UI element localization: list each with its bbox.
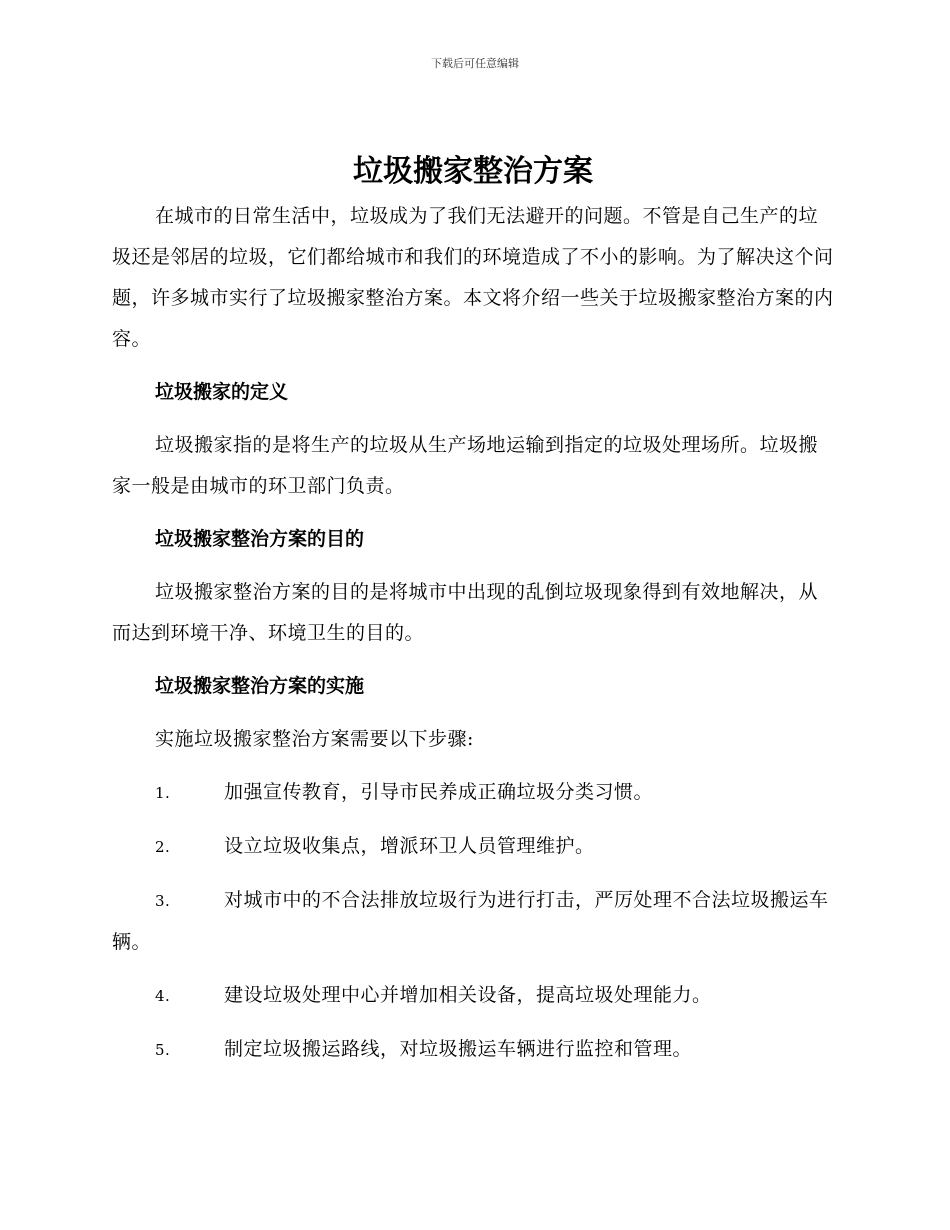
list-item-number: 4. <box>155 987 171 1005</box>
list-item-number: 3. <box>155 892 171 910</box>
section-paragraph-definition: 垃圾搬家指的是将生产的垃圾从生产场地运输到指定的垃圾处理场所。垃圾搬家一般是由城市的环卫部门负责。 <box>112 434 819 497</box>
section-heading-purpose: 垃圾搬家整治方案的目的 <box>155 528 365 550</box>
section-heading-implementation: 垃圾搬家整治方案的实施 <box>155 675 365 697</box>
list-item-step-4 <box>112 975 834 1017</box>
list-item-text: 制定垃圾搬运路线，对垃圾搬运车辆进行监控和管理。 <box>224 1038 693 1060</box>
list-item-text: 设立垃圾收集点，增派环卫人员管理维护。 <box>224 835 595 857</box>
document-title: 垃圾搬家整治方案 <box>353 154 593 189</box>
document-body <box>112 150 834 1083</box>
section-paragraph-purpose: 垃圾搬家整治方案的目的是将城市中出现的乱倒垃圾现象得到有效地解决，从而达到环境干净、环境卫生的目的。 <box>112 581 819 644</box>
list-item-number: 5. <box>155 1041 171 1059</box>
list-item-number: 1. <box>155 784 171 802</box>
intro-paragraph: 在城市的日常生活中，垃圾成为了我们无法避开的问题。不管是自己生产的垃圾还是邻居的垃圾，它们都给城市和我们的环境造成了不小的影响。为了解决这个问题，许多城市实行了垃圾搬家整治方案。本文将介绍一些关于垃圾搬家整治方案的内容。 <box>112 205 834 350</box>
list-item-step-5 <box>112 1029 834 1071</box>
page-header: 下载后可任意编辑 <box>431 57 519 70</box>
section-paragraph-implementation: 实施垃圾搬家整治方案需要以下步骤: <box>155 728 474 750</box>
list-item-text: 加强宣传教育，引导市民养成正确垃圾分类习惯。 <box>224 781 654 803</box>
list-item-step-1 <box>112 772 834 814</box>
section-heading-definition: 垃圾搬家的定义 <box>155 381 289 403</box>
list-item-step-3 <box>112 880 834 963</box>
list-item-text: 对城市中的不合法排放垃圾行为进行打击，严厉处理不合法垃圾搬运车辆。 <box>112 889 829 953</box>
list-item-number: 2. <box>155 838 171 856</box>
list-item-step-2 <box>112 826 834 868</box>
list-item-text: 建设垃圾处理中心并增加相关设备，提高垃圾处理能力。 <box>224 984 712 1006</box>
